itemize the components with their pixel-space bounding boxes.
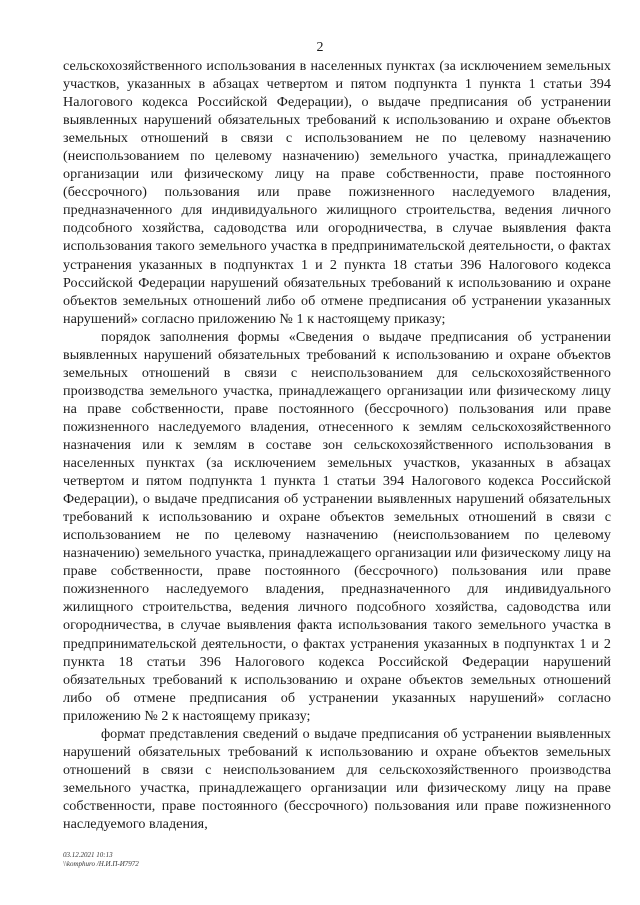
document-body (63, 57, 611, 833)
paragraph-format: формат представления сведений о выдаче предписания об устранении выявленных нарушений обязательных требований к использованию и охране объектов земельных отношений в связи с неиспользованием для сельскохозяйственного производства земельного участка, принадлежащего организации или физическому лицу на праве собственности, праве постоянного (бессрочного) пользования или праве пожизненного наследуемого владения, (63, 725, 611, 832)
paragraph-fill-order: порядок заполнения формы «Сведения о выдаче предписания об устранении выявленных нарушений обязательных требований к использованию и охране объектов земельных отношений в связи с неиспользованием для сельскохозяйственного производства земельного участка, принадлежащего организации или физическому лицу на праве собственности, праве постоянного (бессрочного) пользования или праве пожизненного наследуемого владения, отнесенного к землям сельскохозяйственного назначения или к землям в составе зон сельскохозяйственного использования в населенных пунктах (за исключением земельных участков, указанных в абзацах четвертом и пятом подпункта 1 пункта 1 статьи 394 Налогового кодекса Российской Федерации), о выдаче предписания об устранении выявленных нарушений обязательных требований к использованию и охране объектов земельных отношений в связи с использованием не по целевому назначению (неиспользованием по целевому назначению) земельного участка, принадлежащего организации или физическому лицу на праве собственности, праве постоянного (бессрочного) пользования или праве пожизненного наследуемого владения, предназначенного для индивидуального жилищного строительства, ведения личного подсобного хозяйства, садоводства или огородничества, в случае выявления факта использования такого земельного участка в предпринимательской деятельности, о фактах устранения указанных в подпунктах 1 и 2 пункта 18 статьи 396 Налогового кодекса Российской Федерации нарушений обязательных требований к использованию и охране объектов земельных отношений либо об отмене предписания об устранении указанных нарушений» согласно приложению № 2 к настоящему приказу; (63, 328, 611, 724)
footer-file-path: \\komphuro /Н.И.П-И7972 (63, 860, 139, 868)
document-footer (63, 851, 139, 869)
footer-timestamp: 03.12.2021 10:13 (63, 851, 113, 859)
paragraph-continuation: сельскохозяйственного использования в населенных пунктах (за исключением земельных участков, указанных в абзацах четвертом и пятом подпункта 1 пункта 1 статьи 394 Налогового кодекса Российской Федерации), о выдаче предписания об устранении выявленных нарушений обязательных требований к использованию и охране объектов земельных отношений в связи с использованием не по целевому назначению (неиспользованием по целевому назначению) земельного участка, принадлежащего организации или физическому лицу на праве собственности, праве постоянного (бессрочного) пользования или праве пожизненного наследуемого владения, предназначенного для индивидуального жилищного строительства, ведения личного подсобного хозяйства, садоводства или огородничества, в случае выявления факта использования такого земельного участка в предпринимательской деятельности, о фактах устранения указанных в подпунктах 1 и 2 пункта 18 статьи 396 Налогового кодекса Российской Федерации нарушений обязательных требований к использованию и охране объектов земельных отношений либо об отмене предписания об устранении указанных нарушений» согласно приложению № 1 к настоящему приказу; (63, 58, 611, 327)
page-number: 2 (316, 40, 324, 55)
